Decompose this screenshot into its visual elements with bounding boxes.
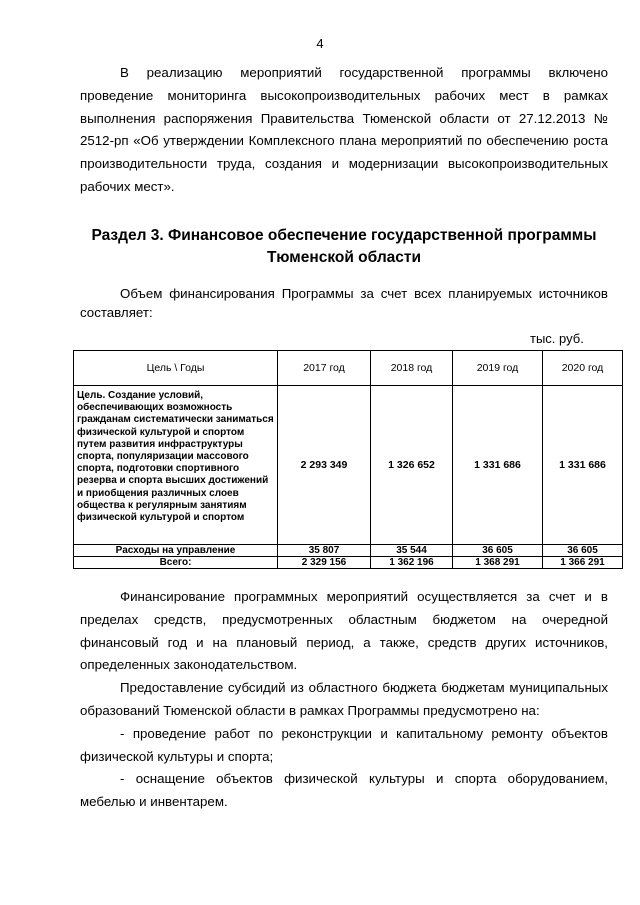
bullet-reconstruction: - проведение работ по реконструкции и капитальному ремонту объектов физической культуры и спорта; — [80, 726, 608, 764]
management-value-2020: 36 605 — [543, 545, 623, 557]
section-title — [80, 225, 608, 269]
section-title-line-1: Раздел 3. Финансовое обеспечение государственной программы — [91, 227, 597, 244]
management-value-2019: 36 605 — [453, 545, 543, 557]
total-value-2017: 2 329 156 — [278, 557, 371, 569]
unit-label: тыс. руб. — [530, 331, 584, 346]
header-goal: Цель \ Годы — [74, 351, 278, 386]
goal-value-2020: 1 331 686 — [543, 386, 623, 545]
section-title-line-2: Тюменской области — [266, 249, 422, 266]
table-row-management — [74, 545, 623, 557]
table-row-total — [74, 557, 623, 569]
goal-value-2018: 1 326 652 — [371, 386, 453, 545]
goal-value-2019: 1 331 686 — [453, 386, 543, 545]
header-year-2020: 2020 год — [543, 351, 623, 386]
management-value-2017: 35 807 — [278, 545, 371, 557]
table-header-row — [74, 351, 623, 386]
budget-table — [73, 350, 623, 569]
funding-intro: Объем финансирования Программы за счет всех планируемых источников составляет: — [80, 286, 608, 320]
total-value-2019: 1 368 291 — [453, 557, 543, 569]
total-value-2020: 1 366 291 — [543, 557, 623, 569]
header-year-2018: 2018 год — [371, 351, 453, 386]
financing-paragraph: Финансирование программных мероприятий осуществляется за счет и в пределах средств, предусмотренных областным бюджетом на очередной финансовый год и на плановый период, а также, средств других источников, определенных законодательством. — [80, 589, 608, 673]
page-number: 4 — [316, 36, 324, 51]
management-value-2018: 35 544 — [371, 545, 453, 557]
management-label: Расходы на управление — [74, 545, 278, 557]
goal-value-2017: 2 293 349 — [278, 386, 371, 545]
intro-paragraph: В реализацию мероприятий государственной программы включено проведение мониторинга высокопроизводительных рабочих мест в рамках выполнения распоряжения Правительства Тюменской области от 27.12.2013 № 2512-рп «Об утверждении Комплексного плана мероприятий по обеспечению роста производительности труда, создания и модернизации высокопроизводительных рабочих мест». — [80, 65, 608, 194]
goal-label: Цель. Создание условий, обеспечивающих возможность гражданам систематически заниматься физической культурой и спортом путем развития инфраструктуры спорта, популяризации массового спорта, подготовки спортивного резерва и спорта высших достижений и приобщения различных слоев общества к регулярным занятиям физической культурой и спортом — [74, 386, 278, 545]
header-year-2019: 2019 год — [453, 351, 543, 386]
total-label: Всего: — [74, 557, 278, 569]
header-year-2017: 2017 год — [278, 351, 371, 386]
bullet-equipment: - оснащение объектов физической культуры и спорта оборудованием, мебелью и инвентарем. — [80, 771, 608, 809]
table-row-goal — [74, 386, 623, 545]
total-value-2018: 1 362 196 — [371, 557, 453, 569]
subsidy-paragraph: Предоставление субсидий из областного бюджета бюджетам муниципальных образований Тюменской области в рамках Программы предусмотрено на: — [80, 680, 608, 718]
